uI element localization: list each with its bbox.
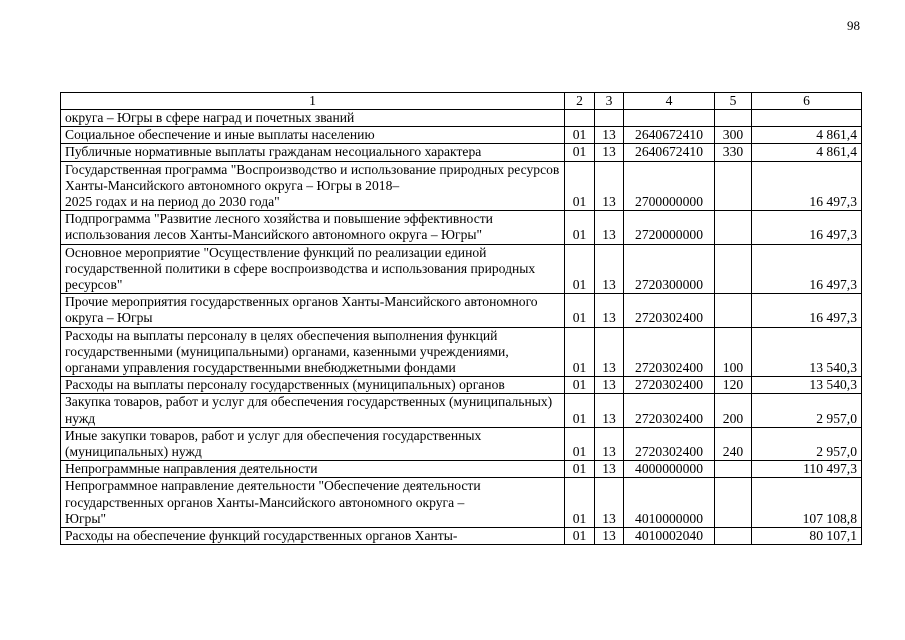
cell-section: 01 [565, 127, 595, 144]
cell-amount [752, 110, 862, 127]
cell-amount: 2 957,0 [752, 427, 862, 460]
cell-description: Расходы на выплаты персоналу в целях обеспечения выполнения функций государственными (муниципальными) органами, казенными учреждениями, органами управления государственными внебюджетными фондами [61, 327, 565, 377]
cell-amount: 80 107,1 [752, 528, 862, 545]
table-row [61, 427, 862, 460]
cell-target-article: 2720302400 [624, 394, 715, 427]
column-header-amount: 6 [752, 93, 862, 110]
cell-target-article [624, 110, 715, 127]
cell-section: 01 [565, 211, 595, 244]
cell-target-article: 2720302400 [624, 327, 715, 377]
cell-amount: 16 497,3 [752, 244, 862, 294]
column-header-subsection: 3 [595, 93, 624, 110]
cell-target-article: 2720302400 [624, 377, 715, 394]
cell-target-article: 2720300000 [624, 244, 715, 294]
table-row [61, 161, 862, 211]
cell-subsection: 13 [595, 394, 624, 427]
cell-section: 01 [565, 427, 595, 460]
cell-expense-type [715, 294, 752, 327]
cell-description: Иные закупки товаров, работ и услуг для обеспечения государственных (муниципальных) нужд [61, 427, 565, 460]
cell-subsection: 13 [595, 127, 624, 144]
cell-expense-type [715, 161, 752, 211]
table-row [61, 211, 862, 244]
cell-subsection [595, 110, 624, 127]
cell-description: Социальное обеспечение и иные выплаты населению [61, 127, 565, 144]
table-body [61, 110, 862, 545]
cell-target-article: 4010002040 [624, 528, 715, 545]
cell-description: Закупка товаров, работ и услуг для обеспечения государственных (муниципальных) нужд [61, 394, 565, 427]
column-header-expense-type: 5 [715, 93, 752, 110]
cell-amount: 110 497,3 [752, 461, 862, 478]
cell-subsection: 13 [595, 144, 624, 161]
cell-section: 01 [565, 394, 595, 427]
cell-amount: 16 497,3 [752, 161, 862, 211]
cell-description: Публичные нормативные выплаты гражданам несоциального характера [61, 144, 565, 161]
table-row [61, 127, 862, 144]
cell-section [565, 110, 595, 127]
cell-description: Непрограммное направление деятельности "Обеспечение деятельности государственных органов Ханты-Мансийского автономного округа – Югры" [61, 478, 565, 528]
cell-target-article: 2700000000 [624, 161, 715, 211]
cell-target-article: 2720302400 [624, 427, 715, 460]
cell-expense-type [715, 244, 752, 294]
cell-expense-type [715, 528, 752, 545]
cell-amount: 2 957,0 [752, 394, 862, 427]
cell-subsection: 13 [595, 528, 624, 545]
cell-subsection: 13 [595, 427, 624, 460]
cell-target-article: 4000000000 [624, 461, 715, 478]
cell-expense-type: 200 [715, 394, 752, 427]
cell-amount: 4 861,4 [752, 144, 862, 161]
table-row [61, 478, 862, 528]
cell-expense-type: 120 [715, 377, 752, 394]
cell-section: 01 [565, 294, 595, 327]
cell-section: 01 [565, 144, 595, 161]
cell-description: Расходы на обеспечение функций государственных органов Ханты- [61, 528, 565, 545]
cell-section: 01 [565, 461, 595, 478]
table-row [61, 461, 862, 478]
cell-amount: 13 540,3 [752, 377, 862, 394]
page-number: 98 [847, 18, 860, 33]
cell-target-article: 2720000000 [624, 211, 715, 244]
cell-description: округа – Югры в сфере наград и почетных званий [61, 110, 565, 127]
table-row [61, 377, 862, 394]
budget-table [60, 92, 862, 545]
cell-description: Непрограммные направления деятельности [61, 461, 565, 478]
cell-subsection: 13 [595, 461, 624, 478]
cell-subsection: 13 [595, 377, 624, 394]
column-header-target-article: 4 [624, 93, 715, 110]
cell-target-article: 2640672410 [624, 127, 715, 144]
cell-expense-type: 100 [715, 327, 752, 377]
cell-section: 01 [565, 478, 595, 528]
cell-subsection: 13 [595, 327, 624, 377]
cell-amount: 13 540,3 [752, 327, 862, 377]
cell-section: 01 [565, 528, 595, 545]
cell-subsection: 13 [595, 294, 624, 327]
cell-subsection: 13 [595, 161, 624, 211]
table-row [61, 294, 862, 327]
table-row [61, 110, 862, 127]
cell-expense-type [715, 110, 752, 127]
cell-target-article: 2720302400 [624, 294, 715, 327]
table-row [61, 144, 862, 161]
cell-expense-type [715, 461, 752, 478]
cell-target-article: 2640672410 [624, 144, 715, 161]
table-header-row [61, 93, 862, 110]
cell-amount: 107 108,8 [752, 478, 862, 528]
table-row [61, 528, 862, 545]
cell-expense-type: 300 [715, 127, 752, 144]
cell-amount: 16 497,3 [752, 211, 862, 244]
cell-target-article: 4010000000 [624, 478, 715, 528]
cell-amount: 16 497,3 [752, 294, 862, 327]
cell-amount: 4 861,4 [752, 127, 862, 144]
cell-description: Подпрограмма "Развитие лесного хозяйства и повышение эффективности использования лесов Ханты-Мансийского автономного округа – Югры" [61, 211, 565, 244]
cell-description: Расходы на выплаты персоналу государственных (муниципальных) органов [61, 377, 565, 394]
table-row [61, 394, 862, 427]
cell-subsection: 13 [595, 244, 624, 294]
column-header-section: 2 [565, 93, 595, 110]
column-header-description: 1 [61, 93, 565, 110]
cell-section: 01 [565, 327, 595, 377]
cell-section: 01 [565, 377, 595, 394]
cell-description: Прочие мероприятия государственных органов Ханты-Мансийского автономного округа – Югры [61, 294, 565, 327]
cell-subsection: 13 [595, 478, 624, 528]
cell-section: 01 [565, 161, 595, 211]
cell-description: Основное мероприятие "Осуществление функций по реализации единой государственной политики в сфере воспроизводства и использования природных ресурсов" [61, 244, 565, 294]
cell-expense-type: 240 [715, 427, 752, 460]
cell-section: 01 [565, 244, 595, 294]
cell-subsection: 13 [595, 211, 624, 244]
cell-expense-type [715, 211, 752, 244]
cell-expense-type [715, 478, 752, 528]
table-row [61, 327, 862, 377]
cell-description: Государственная программа "Воспроизводство и использование природных ресурсов Ханты-Мансийского автономного округа – Югры в 2018– 2025 годах и на период до 2030 года" [61, 161, 565, 211]
cell-expense-type: 330 [715, 144, 752, 161]
table-row [61, 244, 862, 294]
